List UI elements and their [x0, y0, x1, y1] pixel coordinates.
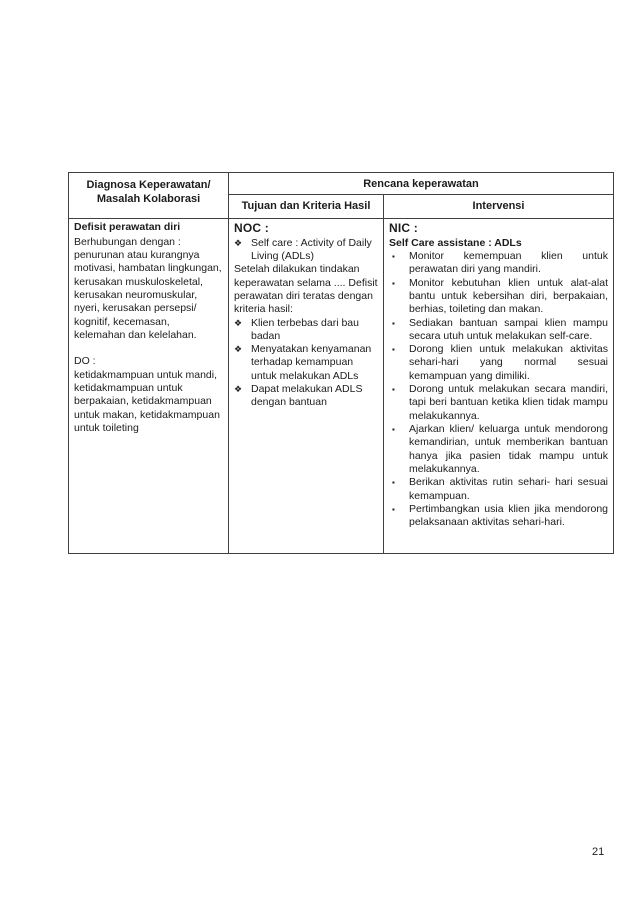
header-row-1 — [69, 173, 614, 195]
list-item — [389, 317, 608, 344]
list-item — [389, 476, 608, 503]
square-bullet-icon: ▪ — [392, 385, 395, 395]
list-item — [234, 343, 378, 383]
diamond-bullet-icon: ❖ — [234, 384, 243, 395]
header-diagnosa-keperawatan: Diagnosa Keperawatan/ Masalah Kolaborasi — [69, 173, 229, 219]
list-item — [234, 237, 378, 264]
noc-intro: Setelah dilakukan tindakan keperawatan selama .... Defisit perawatan diri teratas dengan kriteria hasil: — [234, 263, 378, 316]
noc-criterion: Menyatakan kenyamanan terhadap kemampuan untuk melakukan ADLs — [251, 343, 372, 382]
nic-subtitle: Self Care assistane : ADLs — [389, 236, 522, 249]
nic-intervention: Ajarkan klien/ keluarga untuk mendorong kemandirian, untuk memberikan bantuan hanya jika pasien tidak mampu untuk melakukannya. — [409, 423, 608, 476]
table-row — [69, 219, 614, 554]
list-item — [389, 423, 608, 476]
do-label: DO : — [74, 355, 96, 368]
list-item — [389, 343, 608, 383]
nic-intervention: Monitor kemempuan klien untuk perawatan diri yang mandiri. — [409, 249, 608, 276]
nic-intervention: Monitor kebutuhan klien untuk alat-alat bantu untuk kebersihan diri, berpakaian, berhias, toileting dan makan. — [409, 276, 608, 316]
diamond-bullet-icon: ❖ — [234, 317, 243, 328]
noc-criterion: Dapat melakukan ADLS dengan bantuan — [251, 383, 363, 409]
diagnosa-title: Defisit perawatan diri — [74, 221, 181, 234]
noc-outcome: Self care : Activity of Daily Living (ADLs) — [251, 236, 372, 262]
nic-intervention: Dorong untuk melakukan secara mandiri, tapi beri bantuan ketika klien tidak mampu melakukannya. — [409, 383, 608, 422]
noc-criterion: Klien terbebas dari bau badan — [251, 316, 359, 342]
nic-intervention: Pertimbangkan usia klien jika mendorong pelaksanaan aktivitas sehari-hari. — [409, 503, 608, 529]
list-item — [234, 317, 378, 344]
list-item — [389, 250, 608, 277]
square-bullet-icon: ▪ — [392, 318, 395, 328]
diamond-bullet-icon: ❖ — [234, 344, 243, 355]
square-bullet-icon: ▪ — [392, 278, 395, 288]
list-item — [389, 503, 608, 530]
diagnosa-description: Berhubungan dengan : penurunan atau kurangnya motivasi, hambatan lingkungan, kerusakan muskuloskeletal, kerusakan neuromuskular, nyeri, kerusakan persepsi/ kognitif, kecemasan, kelemahan dan kelelahan. — [74, 235, 222, 341]
do-text: ketidakmampuan untuk mandi, ketidakmampuan untuk berpakaian, ketidakmampuan untuk makan, ketidakmampuan untuk toileting — [74, 368, 220, 434]
header-tujuan-kriteria-hasil: Tujuan dan Kriteria Hasil — [229, 195, 384, 219]
header-rencana-keperawatan: Rencana keperawatan — [229, 173, 614, 195]
list-item — [389, 383, 608, 423]
noc-cell — [229, 219, 384, 554]
nursing-care-plan-table — [68, 172, 614, 554]
nic-cell — [384, 219, 614, 554]
square-bullet-icon: ▪ — [392, 505, 395, 515]
square-bullet-icon: ▪ — [392, 425, 395, 435]
square-bullet-icon: ▪ — [392, 345, 395, 355]
header-intervensi: Intervensi — [384, 195, 614, 219]
nic-intervention: Sediakan bantuan sampai klien mampu secara utuh untuk melakukan self-care. — [409, 316, 608, 342]
noc-label: NOC : — [234, 221, 269, 236]
nic-intervention: Berikan aktivitas rutin sehari- hari sesuai kemampuan. — [409, 476, 608, 502]
square-bullet-icon: ▪ — [392, 478, 395, 488]
square-bullet-icon: ▪ — [392, 251, 395, 261]
list-item — [234, 383, 378, 410]
diamond-bullet-icon: ❖ — [234, 237, 243, 248]
nic-intervention: Dorong klien untuk melakukan aktivitas sehari-hari yang normal sesuai kemampuan yang dimiliki. — [409, 343, 608, 382]
nic-label: NIC : — [389, 221, 418, 236]
page-number: 21 — [592, 846, 605, 858]
list-item — [389, 277, 608, 317]
diagnosa-cell — [69, 219, 229, 554]
